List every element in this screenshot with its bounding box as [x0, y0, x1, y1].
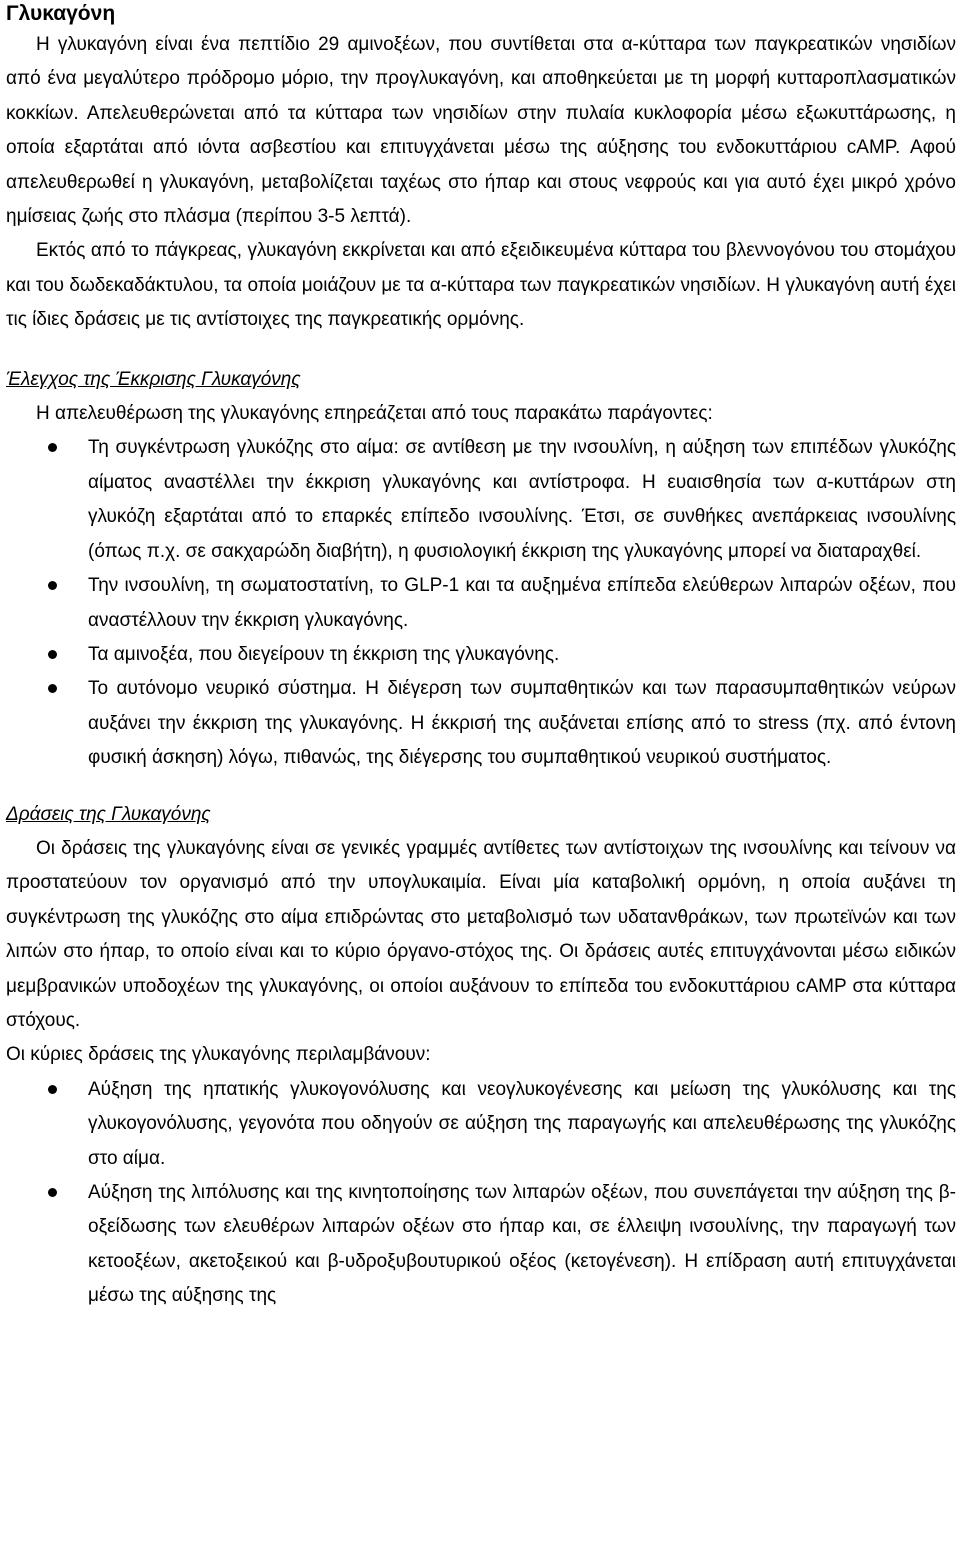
list-item-text: Τη συγκέντρωση γλυκόζης στο αίμα: σε αντίθεση με την ινσουλίνη, η αύξηση των επιπέδων γλυκόζης αίματος αναστέλλει την έκκριση γλυκαγόνης και αντίστροφα. Η ευαισθησία των α-κυττάρων στη γλυκόζη εξαρτάται από το επαρκές επίπεδο ινσουλίνης. Έτσι, σε συνθήκες ανεπάρκειας ινσουλίνης (όπως π.χ. σε σακχαρώδη διαβήτη), η φυσιολογική έκκριση της γλυκαγόνης μπορεί να διαταραχθεί.: [88, 437, 956, 562]
section-heading-actions: Δράσεις της Γλυκαγόνης: [6, 803, 211, 825]
list-item-text: Αύξηση της ηπατικής γλυκογονόλυσης και νεογλυκογένεσης και μείωση της γλυκόλυσης και της γλυκογονόλυσης, γεγονότα που οδηγούν σε αύξηση της παραγωγής και απελευθέρωσης της γλυκόζης στο αίμα.: [88, 1078, 956, 1169]
page-title: Γλυκαγόνη: [6, 2, 116, 25]
list-item-text: Τα αμινοξέα, που διεγείρουν τη έκκριση της γλυκαγόνης.: [88, 643, 560, 665]
spacer: [6, 776, 956, 798]
list-item-text: Την ινσουλίνη, τη σωματοστατίνη, το GLP-1 και τα αυξημένα επίπεδα ελεύθερων λιπαρών οξέων, που αναστέλλουν την έκκριση γλυκαγόνης.: [88, 575, 956, 631]
document-page: [6, 0, 956, 1314]
bullet-icon: [48, 1188, 57, 1197]
bullet-icon: [48, 650, 57, 659]
list-item: [6, 672, 956, 775]
control-lead: Η απελευθέρωση της γλυκαγόνης επηρεάζεται από τους παρακάτω παράγοντες:: [36, 403, 713, 425]
bullet-icon: [48, 684, 57, 693]
bullet-icon: [48, 581, 57, 590]
bullet-icon: [48, 1085, 57, 1094]
spacer: [6, 338, 956, 363]
intro-paragraph-1: Η γλυκαγόνη είναι ένα πεπτίδιο 29 αμινοξέων, που συντίθεται στα α-κύτταρα των παγκρεατικών νησιδίων από ένα μεγαλύτερο πρόδρομο μόριο, την προγλυκαγόνη, και αποθηκεύεται με τη μορφή κυτταροπλασματικών κοκκίων. Απελευθερώνεται από τα κύτταρα των νησιδίων στην πυλαία κυκλοφορία μέσω εξωκυττάρωσης, η οποία εξαρτάται από ιόντα ασβεστίου και επιτυγχάνεται μέσω της αύξησης του ενδοκυττάριου cAMP. Αφού απελευθερωθεί η γλυκαγόνη, μεταβολίζεται ταχέως στο ήπαρ και στους νεφρούς και για αυτό έχει μικρό χρόνο ημίσειας ζωής στο πλάσμα (περίπου 3-5 λεπτά).: [6, 34, 956, 228]
list-item: [6, 1176, 956, 1314]
actions-paragraph: Οι δράσεις της γλυκαγόνης είναι σε γενικές γραμμές αντίθετες των αντίστοιχων της ινσουλίνης και τείνουν να προστατεύουν τον οργανισμό από την υπογλυκαιμία. Είναι μία καταβολική ορμόνη, η οποία αυξάνει τη συγκέντρωση της γλυκόζης στο αίμα επιδρώντας στο μεταβολισμό των υδατανθράκων, των πρωτεϊνών και των λιπών στο ήπαρ, το οποίο είναι και το κύριο όργανο-στόχος της. Οι δράσεις αυτές επιτυγχάνονται μέσω ειδικών μεμβρανικών υποδοχέων της γλυκαγόνης, οι οποίοι αυξάνουν το επίπεδα του ενδοκυττάριου cAMP στα κύτταρα στόχους.: [6, 837, 956, 1031]
list-item-text: Αύξηση της λιπόλυσης και της κινητοποίησης των λιπαρών οξέων, που συνεπάγεται την αύξηση της β-οξείδωσης των ελευθέρων λιπαρών οξέων στο ήπαρ και, σε έλλειψη ινσουλίνης, την παραγωγή των κετοοξέων, ακετοξεικού και β-υδροξυβουτυρικού οξέος (κετογένεση). Η επίδραση αυτή επιτυγχάνεται μέσω της αύξησης της: [88, 1182, 956, 1307]
control-factors-list: [6, 431, 956, 775]
section-heading-control: Έλεγχος της Έκκρισης Γλυκαγόνης: [6, 368, 301, 390]
actions-lead: Οι κύριες δράσεις της γλυκαγόνης περιλαμβάνουν:: [6, 1044, 431, 1066]
actions-list: [6, 1073, 956, 1314]
list-item: [6, 431, 956, 569]
intro-paragraph-2: Εκτός από το πάγκρεας, γλυκαγόνη εκκρίνεται και από εξειδικευμένα κύτταρα του βλεννογόνου του στομάχου και του δωδεκαδάκτυλου, τα οποία μοιάζουν με τα α-κύτταρα των παγκρεατικών νησιδίων. Η γλυκαγόνη αυτή έχει τις ίδιες δράσεις με τις αντίστοιχες της παγκρεατικής ορμόνης.: [6, 240, 956, 331]
list-item: [6, 1073, 956, 1176]
list-item: [6, 638, 956, 672]
list-item: [6, 569, 956, 638]
bullet-icon: [48, 443, 57, 452]
list-item-text: Το αυτόνομο νευρικό σύστημα. Η διέγερση των συμπαθητικών και των παρασυμπαθητικών νεύρων αυξάνει την έκκριση της γλυκαγόνης. Η έκκρισή της αυξάνεται επίσης από το stress (πχ. από έντονη φυσική άσκηση) λόγω, πιθανώς, της διέγερσης του συμπαθητικού νευρικού συστήματος.: [88, 678, 956, 769]
